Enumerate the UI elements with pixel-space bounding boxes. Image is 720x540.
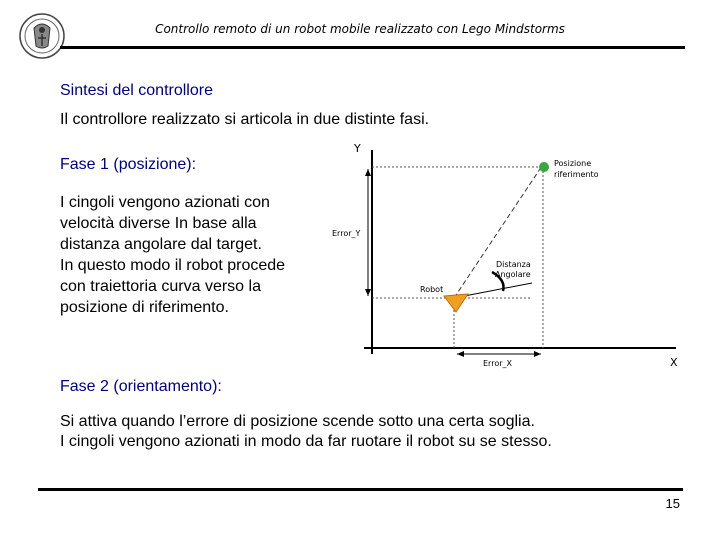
phase1-line: I cingoli vengono azionati con bbox=[60, 194, 270, 211]
phase1-line: con traiettoria curva verso la bbox=[60, 278, 261, 295]
angular-distance-label-2: Angolare bbox=[495, 270, 531, 279]
header-divider bbox=[60, 46, 685, 49]
error-x-label: Error_X bbox=[483, 359, 512, 368]
angular-distance-label-1: Distanza bbox=[496, 260, 531, 269]
y-axis-label: Y bbox=[354, 142, 361, 155]
phase1-line: In questo modo il robot procede bbox=[60, 257, 286, 274]
robot-marker bbox=[444, 294, 468, 312]
error-y-label: Error_Y bbox=[332, 229, 361, 238]
page-number: 15 bbox=[665, 496, 680, 511]
robot-control-diagram bbox=[320, 136, 700, 376]
robot-label: Robot bbox=[420, 285, 444, 294]
phase2-description bbox=[60, 412, 552, 452]
presentation-title: Controllo remoto di un robot mobile realizzato con Lego Mindstorms bbox=[155, 22, 565, 36]
target-position-marker bbox=[539, 162, 549, 172]
phase1-line: velocità diverse In base alla bbox=[60, 215, 257, 232]
phase1-title: Fase 1 (posizione): bbox=[60, 156, 197, 173]
phase2-line: Si attiva quando l’errore di posizione scende sotto una certa soglia. bbox=[60, 413, 535, 430]
section-title: Sintesi del controllore bbox=[60, 82, 213, 99]
target-label-1: Posizione bbox=[554, 159, 592, 168]
footer-divider bbox=[38, 488, 683, 491]
university-seal-logo bbox=[18, 10, 66, 62]
target-label-2: riferimento bbox=[554, 170, 599, 179]
phase1-line: distanza angolare dal target. bbox=[60, 236, 262, 253]
phase1-line: posizione di riferimento. bbox=[60, 299, 229, 316]
phase2-title: Fase 2 (orientamento): bbox=[60, 378, 222, 395]
intro-text: Il controllore realizzato si articola in due distinte fasi. bbox=[60, 111, 430, 128]
phase1-description bbox=[60, 192, 330, 318]
phase2-line: I cingoli vengono azionati in modo da far ruotare il robot su se stesso. bbox=[60, 433, 552, 450]
x-axis-label: X bbox=[670, 356, 678, 369]
